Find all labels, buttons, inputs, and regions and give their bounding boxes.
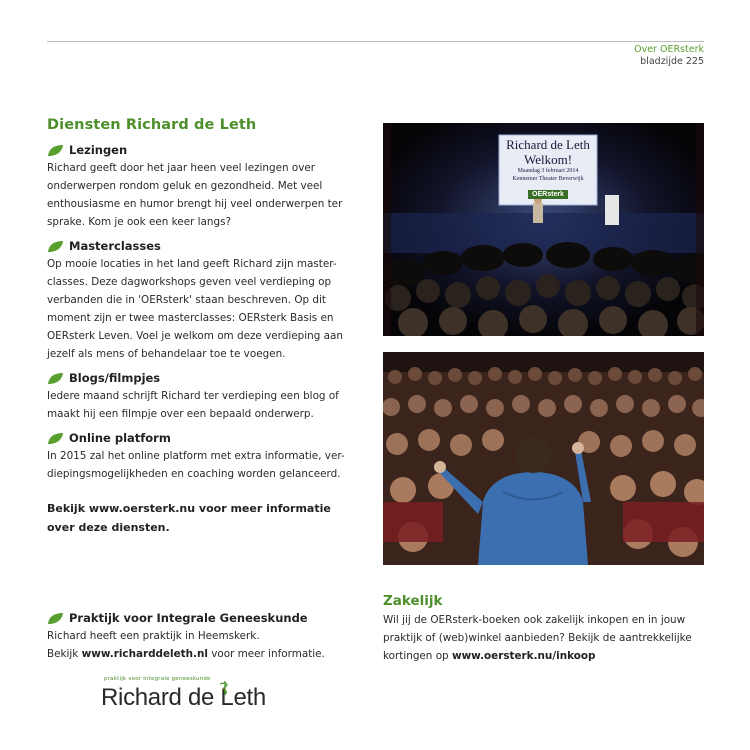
richard-de-leth-logo [101,676,281,716]
zakelijk-line-3: kortingen op www.oersterk.nu/inkoop [383,650,596,662]
zakelijk-link[interactable]: www.oersterk.nu/inkoop [451,650,596,662]
page-header [634,44,704,68]
header-page-number: bladzijde 225 [640,56,704,67]
section-body: Op mooie locaties in het land geeft Richard zijn master-classes. Deze dagworkshops geven veel verdieping op verbanden die in 'OERsterk' staan beschreven. Op dit moment zijn er twee masterclasses: OERsterk Basis en OERsterk Leven. Voel je welkom om deze verdieping aan jezelf als mens of behandelaar toe te voegen. [47,258,343,360]
leaf-icon [47,432,64,445]
section-blogs [47,371,347,423]
photo-audience [383,352,704,565]
cta-line-1: Bekijk www.oersterk.nu voor meer informatie [47,502,331,515]
leaf-icon [47,240,64,253]
zakelijk-block [383,593,713,665]
section-masterclasses [47,239,347,363]
zakelijk-line-1: Wil jij de OERsterk-boeken ook zakelijk inkopen en in jouw [383,614,686,626]
logo-tagline: praktijk voor integrale geneeskunde [104,676,211,682]
projection-screen [499,135,597,205]
section-lezingen [47,143,347,231]
services-column [47,117,347,537]
caduceus-icon [218,680,232,696]
screen-badge: OERsterk [528,190,568,199]
screen-date: Maandag 3 februari 2014 [517,168,579,174]
cta-info [47,499,347,537]
screen-welcome: Welkom! [523,152,573,167]
zakelijk-line-2: praktijk of (web)winkel aanbieden? Bekijk de aantrekkelijke [383,632,692,644]
section-heading: Online platform [69,431,171,445]
section-body: Iedere maand schrijft Richard ter verdieping een blog of maakt hij een filmpje over een bepaald onderwerp. [47,390,339,420]
section-online-platform [47,431,347,483]
section-heading: Masterclasses [69,239,161,253]
section-body: In 2015 zal het online platform met extra informatie, ver-diepingsmogelijkheden en coaching worden gelanceerd. [47,450,345,480]
section-heading: Lezingen [69,143,128,157]
praktijk-line-2: Bekijk www.richarddeleth.nl voor meer informatie. [47,648,325,660]
praktijk-link[interactable]: www.richarddeleth.nl [81,648,208,660]
photo-lecture-stage [383,123,704,336]
section-heading: Blogs/filmpjes [69,371,161,385]
cta-line-2: over deze diensten. [47,521,170,534]
screen-venue: Kennemer Theater Beverwijk [512,176,584,182]
zakelijk-heading: Zakelijk [383,593,443,609]
section-body: Richard geeft door het jaar heen veel lezingen over onderwerpen rondom geluk en gezondheid. Met veel enthousiasme en humor brengt hij veel onderwerpen ter sprake. Kom je ook een keer langs? [47,162,343,228]
header-section: Over OERsterk [634,44,704,55]
page-title: Diensten Richard de Leth [47,117,257,133]
leaf-icon [47,372,64,385]
header-rule [47,41,704,42]
praktijk-heading: Praktijk voor Integrale Geneeskunde [69,611,308,625]
leaf-icon [47,612,64,625]
praktijk-block [47,611,367,663]
praktijk-line-1: Richard heeft een praktijk in Heemskerk. [47,630,260,642]
logo-name: Richard de Leth [101,684,266,711]
screen-title: Richard de Leth [506,137,590,152]
leaf-icon [47,144,64,157]
